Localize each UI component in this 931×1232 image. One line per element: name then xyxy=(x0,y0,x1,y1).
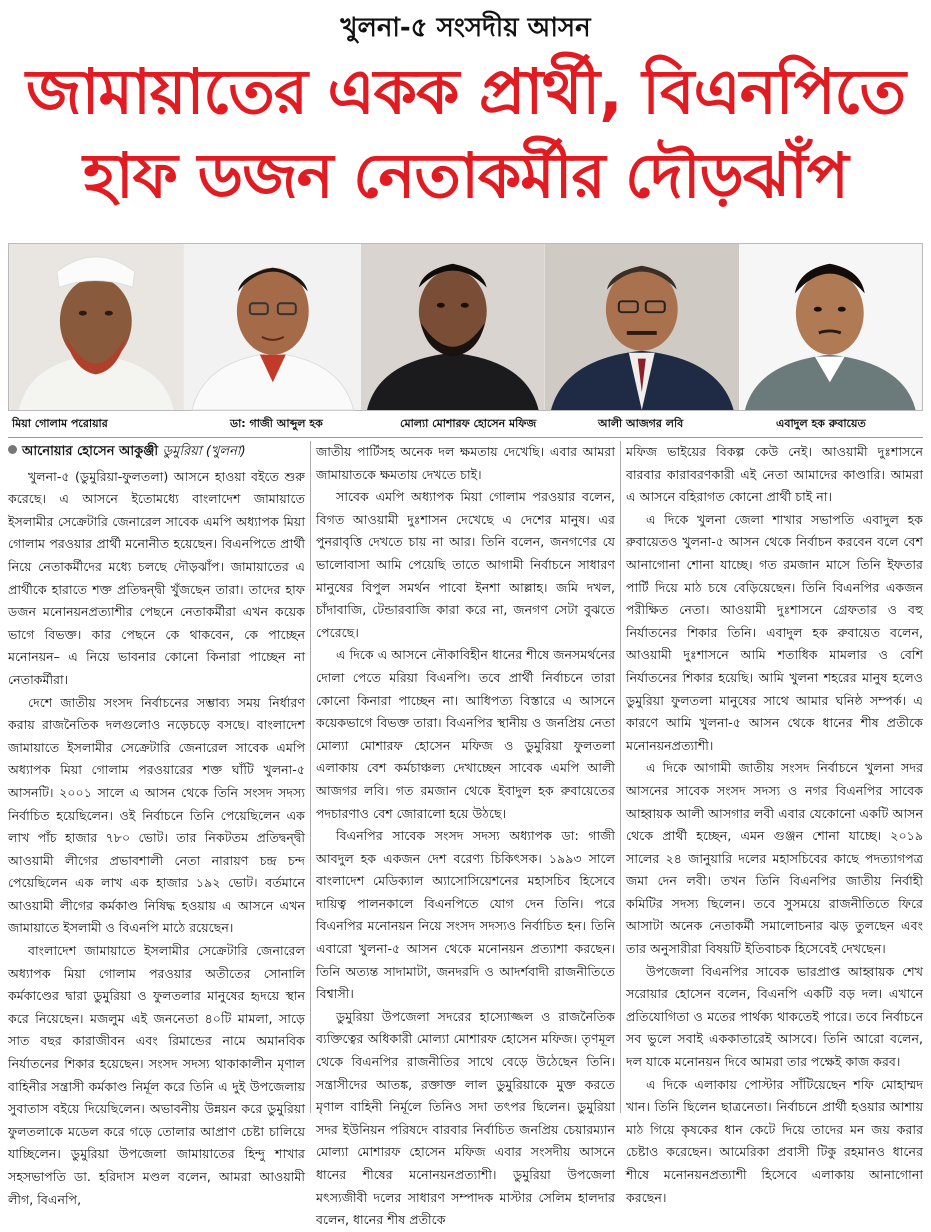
paragraph: এ দিকে খুলনা জেলা শাখার সভাপতি এবাদুল হক রুবায়েতও খুলনা-৫ আসন থেকে নির্বাচন করবেন বলে বেশ আনাগোনা শোনা যাচ্ছে। গত রমজান মাসে তিনি ইফতার পার্টি দিয়ে মাঠ চষে বেড়িয়েছেন। তিনি বিএনপির একজন পরীক্ষিত নেতা। আওয়ামী দুঃশাসনে গ্রেফতার ও বহু নির্যাতনের শিকার তিনি। এবাদুল হক রুবায়েত বলেন, আওয়ামী দুঃশাসনে আমি শতাধিক মামলার ও বেশি নির্যাতনের শিকার হয়েছি। আমি খুলনা শহরের মানুষ হলেও ডুমুরিয়া ফুলতলা মানুষের সাথে আমার ঘনিষ্ঠ সম্পর্ক। এ কারণে আমি খুলনা-৫ আসন থেকে ধানের শীষ প্রতীকে মনোনয়নপ্রত্যাশী। xyxy=(626,511,923,753)
paragraph: সাবেক এমপি অধ্যাপক মিয়া গোলাম পরওয়ার বলেন, বিগত আওয়ামী দুঃশাসন দেখেছে এ দেশের মানুষ। এর পুনরাবৃত্তি দেখতে চায় না আর। তিনি বলেন, জনগণের যে ভালোবাসা আমি পেয়েছি তাতে আগামী নির্বাচনে সাধারণ মানুষের বিপুল সমর্থন পাবো ইনশা আল্লাহ। জমি দখল, চাঁদাবাজি, টেন্ডারবাজি কারা করে না, জনগণ সেটা বুঝতে পেরেছে। xyxy=(316,489,615,640)
portrait-glasses-suit-icon xyxy=(545,244,740,410)
photo-caption: আলী আজগর লবি xyxy=(598,417,684,430)
paragraph: খুলনা-৫ (ডুমুরিয়া-ফুলতলা) আসনে হাওয়া বইতে শুরু করেছে। এ আসনে ইতোমধ্যে বাংলাদেশ জামায়াতে ইসলামীর সেক্রেটারি জেনারেল সাবেক এমপি অধ্যাপক মিয়া গোলাম পরওয়ার প্রার্থী মনোনীত হয়েছেন। বিএনপিতে প্রার্থী নিয়ে নেতাকর্মীদের মধ্যে চলছে দৌড়ঝাঁপ। জামায়াতের এ প্রার্থীকে হারাতে শক্ত প্রতিদ্বন্দ্বী খুঁজছেন তারা। তাদের হাফ ডজন মনোনয়নপ্রত্যাশীর পেছনে নেতাকর্মীরা এখন কয়েক ভাগে বিভক্ত। কার পেছনে কে থাকবেন, কে পাচ্ছেন মনোনয়ন– এ নিয়ে ভাবনার কোনো কিনারা পাচ্ছেন না নেতাকর্মীরা। xyxy=(8,468,305,687)
byline-author: আনোয়ার হোসেন আকুঞ্জী xyxy=(22,444,159,459)
byline-location: ডুমুরিয়া (খুলনা) xyxy=(162,444,246,459)
photo-caption: ডা: গাজী আব্দুল হক xyxy=(230,417,323,430)
article-column-1 xyxy=(8,441,305,1207)
paragraph: উপজেলা বিএনপির সাবেক ভারপ্রাপ্ত আহ্বায়ক শেখ সরোয়ার হোসেন বলেন, বিএনপি একটি বড় দল। এখানে প্রতিযোগিতা ও মতের পার্থক্য থাকতেই পারে। তবে নির্বাচনে সব ভুলে সবাই এককাতারেই আসবে। তিনি আরো বলেন, দল যাকে মনোনয়ন দিবে আমরা তার পক্ষেই কাজ করব। xyxy=(626,963,923,1070)
column-rule xyxy=(310,441,311,1113)
paragraph: মফিজ ভাইয়ের বিকল্প কেউ নেই। আওয়ামী দুঃশাসনে বারবার কারাবরণকারী এই নেতা আমাদের কাণ্ডারি। আমরা এ আসনে বহিরাগত কোনো প্রার্থী চাই না। xyxy=(626,444,923,505)
paragraph: জাতীয় পার্টিসহ অনেক দল ক্ষমতায় দেখেছি। এবার আমরা জামায়াতকে ক্ষমতায় দেখতে চাই। xyxy=(316,444,615,482)
byline xyxy=(8,441,305,464)
portrait-young-man-icon xyxy=(739,244,922,410)
paragraph: এ দিকে এ আসনে নৌকাবিহীন ধানের শীষে জনসমর্থনের দোলা পেতে মরিয়া বিএনপি। তবে প্রার্থী নির্বাচনে তারা কোনো কিনারা পাচ্ছেন না। আধিপত্য বিস্তারে এ আসনে কয়েকভাগে বিভক্ত তারা। বিএনপির স্থানীয় ও জনপ্রিয় নেতা মোল্যা মোশারফ হোসেন মফিজ ও ডুমুরিয়া ফুলতলা এলাকায় বেশ কর্মচাঞ্চল্য দেখাচ্ছেন সাবেক এমপি আলী আজগর লবি। গত রমজান থেকে ইবাদুল হক রুবায়েতের পদচারণাও বেশ জোরালো হয়ে উঠছে। xyxy=(316,647,615,821)
headline-line-1: জামায়াতের একক প্রার্থী, বিএনপিতে xyxy=(26,55,905,128)
candidate-photo-strip xyxy=(8,243,923,411)
headline-line-2: হাফ ডজন নেতাকর্মীর দৌড়ঝাঁপ xyxy=(83,139,848,212)
portrait-glasses-white-shirt-icon xyxy=(184,244,362,410)
photo-caption: এবাদুল হক রুবায়েত xyxy=(776,417,866,430)
article-column-3 xyxy=(626,441,923,1205)
paragraph: বাংলাদেশ জামায়াতে ইসলামীর সেক্রেটারি জেনারেল অধ্যাপক মিয়া গোলাম পরওয়ার অতীতের সোনালি কর্মকাণ্ডের দ্বারা ডুমুরিয়া ও ফুলতলার মানুষের হৃদয়ে স্থান করে নিয়েছেন। মজলুম এই জননেতা ৪০টি মামলা, সাড়ে সাত বছর কারাজীবন এবং রিমান্ডের নামে অমানবিক নির্যাতনের শিকার হয়েছেন। সংসদ সদস্য থাকাকালীন মৃণাল বাহিনীর সন্ত্রাসী কর্মকাণ্ড নির্মূল করে তিনি এ দুই উপজেলায় সুবাতাস বইয়ে দিয়েছিলেন। অভাবনীয় উন্নয়ন করে ডুমুরিয়া ফুলতলাকে মডেল করে গড়ে তোলার আপ্রাণ চেষ্টা চালিয়ে যাচ্ছিলেন। ডুমুরিয়া উপজেলা জামায়াতের হিন্দু শাখার সহসভাপতি ডা. হরিদাস মণ্ডল বলেন, আমরা আওয়ামী লীগ, বিএনপি, xyxy=(8,943,305,1207)
photo-captions xyxy=(8,413,923,435)
header-divider xyxy=(8,437,923,438)
paragraph: বিএনপির সাবেক সংসদ সদস্য অধ্যাপক ডা: গাজী আবদুল হক একজন দেশ বরেণ্য চিকিৎসক। ১৯৯৩ সালে বাংলাদেশ মেডিক্যাল অ্যাসোসিয়েশনের মহাসচিব হিসেবে দায়িত্ব পালনকালে বিএনপিতে যোগ দেন তিনি। পরে বিএনপির মনোনয়ন নিয়ে সংসদ সদস্যও নির্বাচিত হন। তিনি এবারো খুলনা-৫ আসন থেকে মনোনয়ন প্রত্যাশা করছেন। তিনি অত্যন্ত সাদামাটা, জনদরদি ও আদর্শবাদী রাজনীতিতে বিশ্বাসী। xyxy=(316,828,615,1002)
paragraph: দেশে জাতীয় সংসদ নির্বাচনের সম্ভাব্য সময় নির্ধারণ করায় রাজনৈতিক দলগুলোও নড়েচড়ে বসছে। বাংলাদেশ জামায়াতে ইসলামীর সেক্রেটারি জেনারেল সাবেক এমপি অধ্যাপক মিয়া গোলাম পরওয়ারের শক্ত ঘাঁটি খুলনা-৫ আসনটি। ২০০১ সালে এ আসন থেকে তিনি সংসদ সদস্য নির্বাচিত হয়েছিলেন। ওই নির্বাচনে তিনি পেয়েছিলেন এক লাখ পাঁচ হাজার ৭৮০ ভোট। তার নিকটতম প্রতিদ্বন্দ্বী আওয়ামী লীগের প্রভাবশালী নেতা নারায়ণ চন্দ্র চন্দ পেয়েছিলেন এক লাখ এক হাজার ১৯২ ভোট। বর্তমানে আওয়ামী লীগের কর্মকাণ্ড নিষিদ্ধ হওয়ায় এ আসনে এখন জামায়াতে ইসলামী ও বিএনপি মাঠে রয়েছেন। xyxy=(8,694,305,936)
portrait-white-cap-beard-icon xyxy=(9,244,184,410)
paragraph: এ দিকে এলাকায় পোস্টার সাঁটিয়েছেন শফি মোহাম্মদ খান। তিনি ছিলেন ছাত্রনেতা। নির্বাচনে প্রার্থী হওয়ার আশায় মাঠ গিয়ে কৃষকের ধান কেটে দিয়ে তাদের মন জয় করার চেষ্টাও করেছেন। আমেরিকা প্রবাসী টিকু রহমানও ধানের শীষে মনোনয়নপ্রত্যাশী হিসেবে এলাকায় আনাগোনা করছেন। xyxy=(626,1076,923,1205)
kicker-constituency: খুলনা-৫ সংসদীয় আসন xyxy=(340,13,591,43)
paragraph: ডুমুরিয়া উপজেলা সদরের হাস্যোজ্জল ও রাজনৈতিক ব্যক্তিত্বের অধিকারী মোল্যা মোশারফ হোসেন মফিজ। তৃণমূল থেকে বিএনপির রাজনীতির সাথে বেড়ে উঠেছেন তিনি। সন্ত্রাসীদের আতঙ্ক, রক্তাক্ত লাল ডুমুরিয়াকে মুক্ত করতে মৃণাল বাহিনী নির্মূলে তিনিও সদা তৎপর ছিলেন। ডুমুরিয়া সদর ইউনিয়ন পরিষদে বারবার নির্বাচিত জনপ্রিয় চেয়ারম্যান মোল্যা মোশারফ হোসেন মফিজ এবার সংসদীয় আসনে ধানের শীষের মনোনয়নপ্রত্যাশী। ডুমুরিয়া উপজেলা মৎস্যজীবী দলের সাধারণ সম্পাদক মাস্টার সেলিম হালদার বলেন, ধানের শীষ প্রতীকে xyxy=(316,1008,615,1228)
photo-caption: মোল্যা মোশারফ হোসেন মফিজ xyxy=(400,417,537,430)
photo-caption: মিয়া গোলাম পরোয়ার xyxy=(12,417,108,430)
paragraph: এ দিকে আগামী জাতীয় সংসদ নির্বাচনে খুলনা সদর আসনের সাবেক সংসদ সদস্য ও নগর বিএনপির সাবেক আহ্বায়ক আলী আসগার লবী এবার যেকোনো একটি আসন থেকে প্রার্থী হচ্ছেন, এমন গুঞ্জন শোনা যাচ্ছে। ২০১৯ সালের ২৪ জানুয়ারি দলের মহাসচিবের কাছে পদত্যাগপত্র জমা দেন লবী। তখন তিনি বিএনপির জাতীয় নির্বাহী কমিটির সদস্য ছিলেন। তবে সুসময়ে রাজনীতিতে ফিরে আসাটা অনেক নেতাকর্মী সমালোচনার ঝড় তুলছেন এবং তার অনুসারীরা বিষয়টি ইতিবাচক হিসেবেই দেখছেন। xyxy=(626,760,923,957)
byline-bullet-icon xyxy=(8,445,17,454)
column-rule xyxy=(620,441,621,1113)
article-column-2 xyxy=(316,441,615,1228)
portrait-beard-dark-shirt-icon xyxy=(361,244,545,410)
